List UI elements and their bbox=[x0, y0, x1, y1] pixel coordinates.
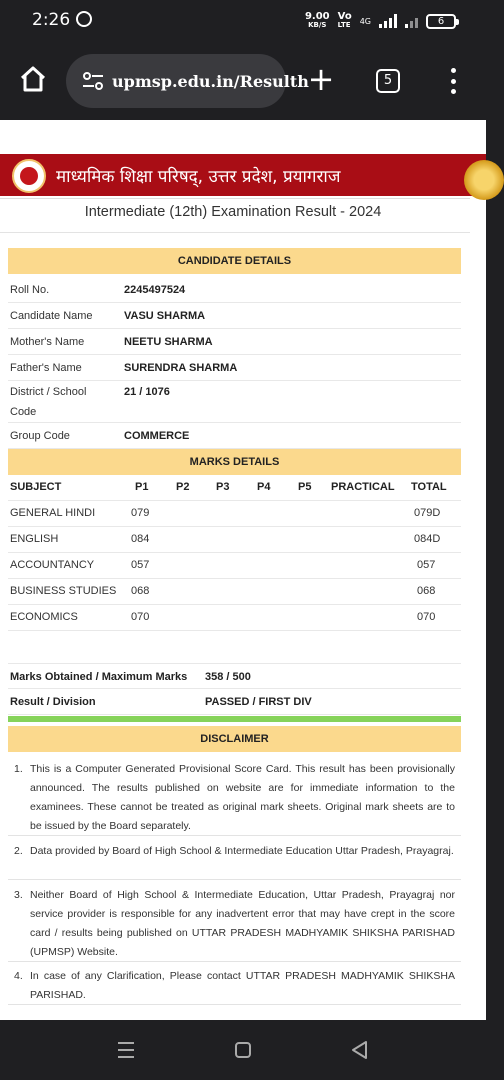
col-p2: P2 bbox=[176, 481, 190, 493]
col-p4: P4 bbox=[257, 481, 271, 493]
back-icon[interactable] bbox=[350, 1040, 368, 1060]
board-title: माध्यमिक शिक्षा परिषद्, उत्तर प्रदेश, प्रयागराज bbox=[56, 167, 341, 187]
disclaimer-item: 4. In case of any Clarification, Please contact UTTAR PRADESH MADHYAMIK SHIKSHA PARISHAD. bbox=[8, 967, 461, 1005]
disclaimer-header: DISCLAIMER bbox=[8, 726, 461, 752]
marks-row: GENERAL HINDI 079 079D bbox=[8, 501, 461, 527]
candidate-details-header: CANDIDATE DETAILS bbox=[8, 248, 461, 274]
disclaimer-item: 3. Neither Board of High School & Intermediate Education, Uttar Pradesh, Prayagraj nor service provider is responsible for any inadvertent error that may have crept in the score card / results being published on UTTAR PRADESH MADHYAMIK SHIKSHA PARISHAD (UPMSP) Website. bbox=[8, 886, 461, 962]
result-title: Intermediate (12th) Examination Result - 2024 bbox=[84, 204, 382, 220]
candidate-row-father: Father's Name SURENDRA SHARMA bbox=[8, 355, 461, 381]
result-value: PASSED / FIRST DIV bbox=[205, 696, 312, 708]
seal-badge bbox=[464, 160, 504, 200]
browser-toolbar bbox=[0, 42, 486, 120]
home-icon[interactable] bbox=[18, 64, 48, 94]
candidate-row-name: Candidate Name VASU SHARMA bbox=[8, 303, 461, 329]
new-tab-button[interactable]: + bbox=[307, 60, 335, 98]
signal-strength-2-icon bbox=[405, 14, 418, 28]
col-subject: SUBJECT bbox=[10, 481, 62, 493]
status-icons bbox=[305, 12, 456, 30]
candidate-row-group: Group Code COMMERCE bbox=[8, 423, 461, 449]
col-p1: P1 bbox=[135, 481, 149, 493]
marks-row: ECONOMICS 070 070 bbox=[8, 605, 461, 631]
home-nav-icon[interactable] bbox=[235, 1042, 251, 1058]
whatsapp-notification-icon bbox=[76, 11, 92, 27]
network-type: 4G bbox=[359, 16, 371, 26]
address-bar[interactable] bbox=[66, 54, 309, 108]
signal-strength-icon bbox=[379, 14, 397, 28]
disclaimer-item: 1. This is a Computer Generated Provisional Score Card. This result has been provisionally announced. The results published on website are for immediate information to the examinees. These cannot be treated as original mark sheets. Original mark sheets are to be issued by the Board separately. bbox=[8, 760, 461, 836]
col-practical: PRACTICAL bbox=[331, 481, 395, 493]
marks-obtained-label: Marks Obtained / Maximum Marks bbox=[10, 671, 188, 683]
board-banner bbox=[0, 154, 486, 196]
battery-level: 6 bbox=[437, 15, 445, 27]
result-division-row bbox=[8, 689, 461, 715]
candidate-row-mother: Mother's Name NEETU SHARMA bbox=[8, 329, 461, 355]
disclaimer-item: 2. Data provided by Board of High School & Intermediate Education Uttar Pradesh, Prayagraj. bbox=[8, 842, 461, 880]
system-nav-bar bbox=[0, 1020, 486, 1080]
divider bbox=[0, 198, 470, 199]
network-speed: 9.00 KB/S bbox=[304, 11, 330, 29]
candidate-row-roll: Roll No. 2245497524 bbox=[8, 277, 461, 303]
marks-row: BUSINESS STUDIES 068 068 bbox=[8, 579, 461, 605]
recent-apps-icon[interactable] bbox=[118, 1042, 134, 1058]
tab-switcher-button[interactable]: 5 bbox=[376, 69, 400, 93]
marks-row: ENGLISH 084 084D bbox=[8, 527, 461, 553]
divider bbox=[0, 232, 470, 233]
accent-bar bbox=[8, 716, 461, 722]
board-logo bbox=[12, 159, 46, 193]
marks-details-header: MARKS DETAILS bbox=[8, 449, 461, 475]
web-page bbox=[0, 120, 486, 1020]
url-text[interactable]: upmsp.edu.in/Resulth bbox=[112, 71, 309, 91]
col-p3: P3 bbox=[216, 481, 230, 493]
result-label: Result / Division bbox=[10, 696, 96, 708]
marks-summary-row bbox=[8, 663, 461, 689]
marks-obtained-value: 358 / 500 bbox=[205, 671, 251, 683]
clock: 2:26 bbox=[32, 10, 71, 30]
more-menu-icon[interactable] bbox=[446, 68, 460, 94]
marks-row: ACCOUNTANCY 057 057 bbox=[8, 553, 461, 579]
site-settings-icon[interactable] bbox=[82, 71, 104, 91]
col-total: TOTAL bbox=[411, 481, 447, 493]
battery-icon bbox=[426, 14, 456, 29]
marks-header-row bbox=[8, 475, 461, 501]
candidate-row-district: District / School Code 21 / 1076 bbox=[8, 381, 461, 423]
status-bar bbox=[0, 0, 486, 42]
volte-indicator: Vo LTE bbox=[337, 11, 352, 29]
col-p5: P5 bbox=[298, 481, 312, 493]
